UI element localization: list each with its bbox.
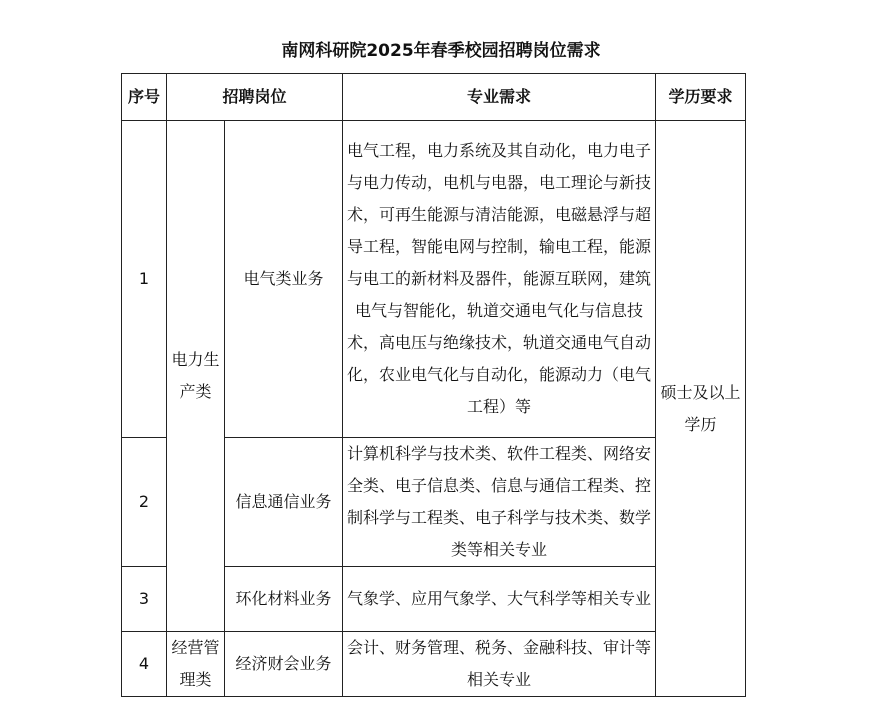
row-major: 电气工程，电力系统及其自动化，电力电子与电力传动，电机与电器，电工理论与新技术，可再生能源与清洁能源，电磁悬浮与超导工程，智能电网与控制，输电工程，能源与电工的新材料及器件，能源互联网，建筑电气与智能化，轨道交通电气化与信息技术，高电压与绝缘技术，轨道交通电气自动化，农业电气化与自动化，能源动力（电气工程）等 bbox=[343, 121, 656, 438]
header-major: 专业需求 bbox=[343, 74, 656, 121]
row-position: 信息通信业务 bbox=[225, 438, 343, 567]
row-major: 计算机科学与技术类、软件工程类、网络安全类、电子信息类、信息与通信工程类、控制科学与工程类、电子科学与技术类、数学类等相关专业 bbox=[343, 438, 656, 567]
row-position: 电气类业务 bbox=[225, 121, 343, 438]
category-power: 电力生产类 bbox=[167, 121, 225, 632]
category-business: 经营管理类 bbox=[167, 632, 225, 697]
table-row bbox=[122, 632, 746, 697]
education-requirement: 硕士及以上学历 bbox=[656, 121, 746, 697]
row-num: 1 bbox=[122, 121, 167, 438]
row-num: 4 bbox=[122, 632, 167, 697]
header-education: 学历要求 bbox=[656, 74, 746, 121]
row-position: 经济财会业务 bbox=[225, 632, 343, 697]
row-num: 3 bbox=[122, 567, 167, 632]
recruitment-table bbox=[121, 73, 746, 697]
row-major: 气象学、应用气象学、大气科学等相关专业 bbox=[343, 567, 656, 632]
row-position: 环化材料业务 bbox=[225, 567, 343, 632]
document-title: 南网科研院2025年春季校园招聘岗位需求 bbox=[281, 41, 601, 61]
table-row bbox=[122, 121, 746, 438]
row-major: 会计、财务管理、税务、金融科技、审计等相关专业 bbox=[343, 632, 656, 697]
row-num: 2 bbox=[122, 438, 167, 567]
header-position: 招聘岗位 bbox=[167, 74, 343, 121]
table-header-row bbox=[122, 74, 746, 121]
header-num: 序号 bbox=[122, 74, 167, 121]
